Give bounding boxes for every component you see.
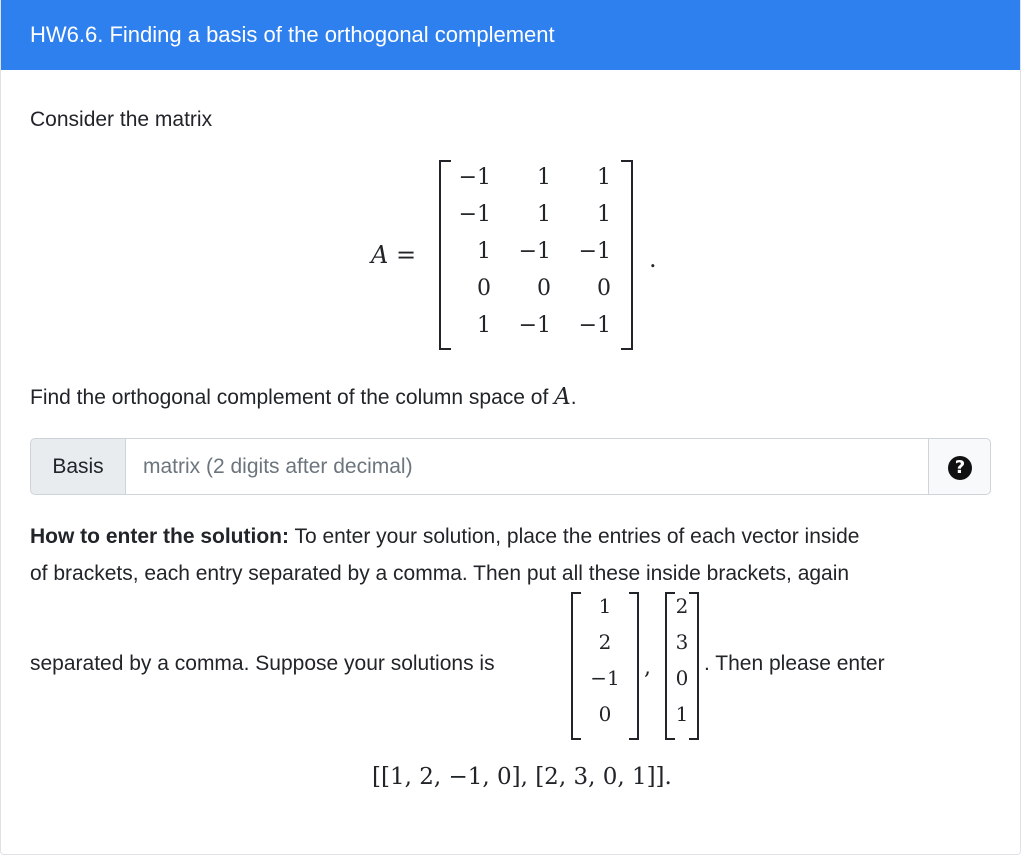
matrix-cell: 0 — [537, 276, 551, 301]
basis-input[interactable] — [125, 438, 929, 495]
example-vector-1 — [571, 590, 639, 740]
vector-entry: 0 — [598, 702, 612, 726]
help-button[interactable] — [928, 438, 991, 495]
matrix-cell: −1 — [518, 239, 551, 264]
instructions-line1: How to enter the solution: To enter your solution, place the entries of each vector inside — [30, 525, 860, 548]
example-entry: [[1, 2, −1, 0], [2, 3, 0, 1]]. — [372, 764, 672, 790]
vector-entry: 1 — [598, 594, 612, 618]
vector-entry: −1 — [590, 666, 620, 690]
matrix-label: A = — [371, 241, 417, 269]
right-bracket — [621, 160, 633, 350]
matrix-cell: −1 — [458, 165, 491, 190]
instructions-line2: of brackets, each entry separated by a comma. Then put all these inside brackets, again — [30, 562, 850, 585]
vector-comma: , — [644, 655, 651, 680]
question-circle-icon[interactable]: ? — [948, 456, 972, 480]
answer-input-group — [30, 438, 991, 495]
vector-entry: 3 — [675, 630, 689, 654]
matrix-cell: 1 — [537, 202, 551, 227]
matrix-cell: 1 — [477, 313, 491, 338]
matrix-cell: −1 — [458, 202, 491, 227]
question-title: HW6.6. Finding a basis of the orthogonal complement — [1, 0, 1021, 70]
basis-label: Basis — [30, 438, 126, 495]
matrix-cell: −1 — [518, 313, 551, 338]
matrix-cell: 1 — [537, 165, 551, 190]
matrix-period: . — [649, 245, 657, 273]
matrix-a — [371, 158, 671, 353]
matrix-cell: 0 — [597, 276, 611, 301]
matrix-cell: 1 — [597, 165, 611, 190]
vector-entry: 1 — [675, 702, 689, 726]
matrix-cell: −1 — [578, 313, 611, 338]
matrix-cell: 0 — [477, 276, 491, 301]
matrix-cell: −1 — [578, 239, 611, 264]
vector-entry: 2 — [675, 594, 689, 618]
matrix-cell: 1 — [477, 239, 491, 264]
instructions-line3-prefix: separated by a comma. Suppose your solutions is — [30, 652, 495, 675]
question-text: Find the orthogonal complement of the column space of A. — [30, 384, 577, 410]
matrix-cell: 1 — [597, 202, 611, 227]
example-vector-2 — [665, 590, 699, 740]
intro-text: Consider the matrix — [30, 108, 213, 131]
instructions-line3-suffix: . Then please enter — [704, 652, 885, 675]
vector-entry: 0 — [675, 666, 689, 690]
vector-entry: 2 — [598, 630, 612, 654]
